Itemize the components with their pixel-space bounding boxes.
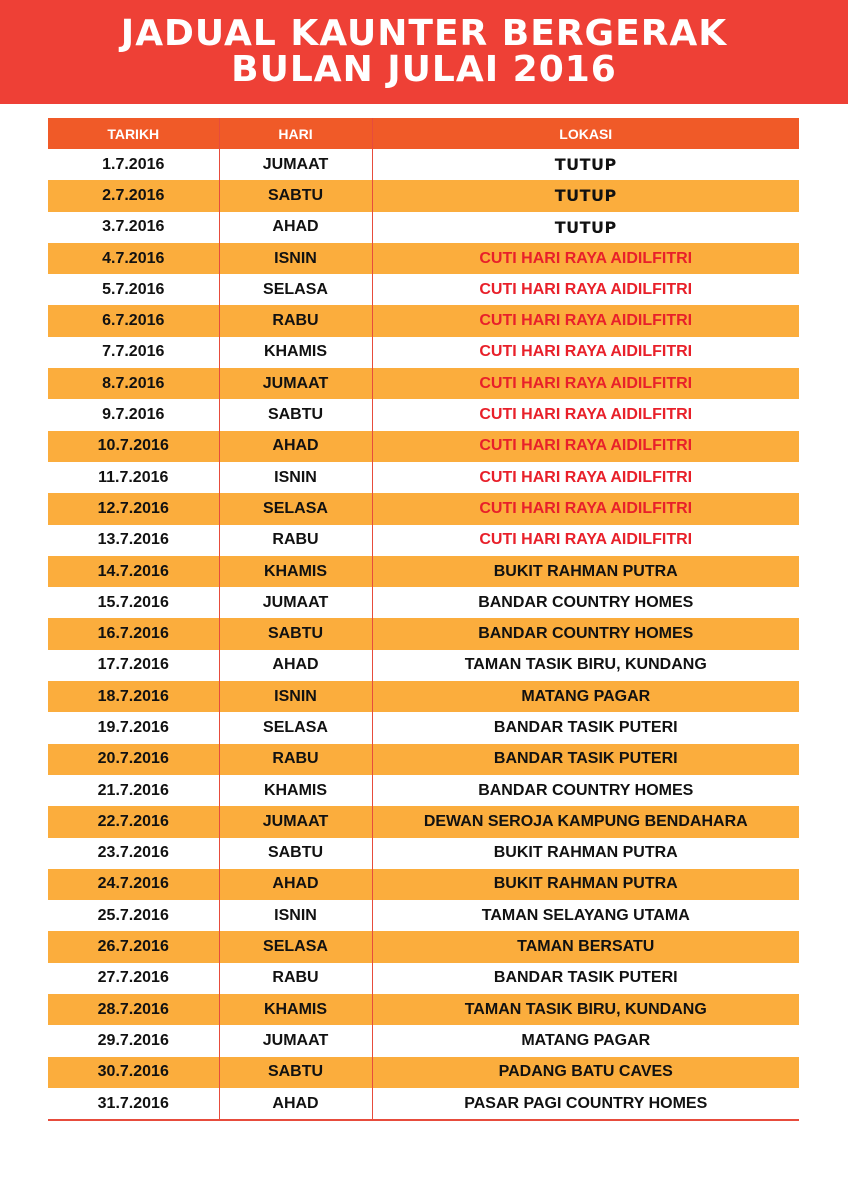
cell-tarikh: 19.7.2016 <box>48 712 219 743</box>
table-row <box>48 900 799 931</box>
cell-lokasi: BANDAR TASIK PUTERI <box>372 963 799 994</box>
cell-tarikh: 26.7.2016 <box>48 931 219 962</box>
table-row <box>48 587 799 618</box>
column-header-hari: HARI <box>219 118 372 149</box>
table-row <box>48 806 799 837</box>
cell-hari: ISNIN <box>219 681 372 712</box>
cell-tarikh: 5.7.2016 <box>48 274 219 305</box>
cell-hari: AHAD <box>219 1088 372 1119</box>
cell-lokasi: BANDAR TASIK PUTERI <box>372 712 799 743</box>
page-title-line-1: JADUAL KAUNTER BERGERAK <box>120 13 728 54</box>
cell-hari: JUMAAT <box>219 368 372 399</box>
cell-lokasi: BANDAR COUNTRY HOMES <box>372 775 799 806</box>
cell-hari: SABTU <box>219 1057 372 1088</box>
cell-hari: AHAD <box>219 869 372 900</box>
cell-hari: SELASA <box>219 274 372 305</box>
cell-tarikh: 8.7.2016 <box>48 368 219 399</box>
cell-tarikh: 25.7.2016 <box>48 900 219 931</box>
table-row <box>48 931 799 962</box>
cell-lokasi: CUTI HARI RAYA AIDILFITRI <box>372 431 799 462</box>
cell-hari: KHAMIS <box>219 556 372 587</box>
cell-lokasi: TAMAN BERSATU <box>372 931 799 962</box>
cell-tarikh: 10.7.2016 <box>48 431 219 462</box>
table-row <box>48 744 799 775</box>
cell-lokasi: TUTUP <box>372 149 799 180</box>
cell-hari: KHAMIS <box>219 994 372 1025</box>
cell-hari: JUMAAT <box>219 149 372 180</box>
table-row <box>48 180 799 211</box>
cell-hari: SABTU <box>219 399 372 430</box>
cell-hari: RABU <box>219 963 372 994</box>
cell-lokasi: CUTI HARI RAYA AIDILFITRI <box>372 368 799 399</box>
cell-lokasi: DEWAN SEROJA KAMPUNG BENDAHARA <box>372 806 799 837</box>
cell-hari: RABU <box>219 305 372 336</box>
table-row <box>48 838 799 869</box>
cell-lokasi: TAMAN TASIK BIRU, KUNDANG <box>372 994 799 1025</box>
column-header-tarikh: TARIKH <box>48 118 219 149</box>
cell-lokasi: BANDAR COUNTRY HOMES <box>372 618 799 649</box>
page-header <box>0 0 848 104</box>
cell-tarikh: 22.7.2016 <box>48 806 219 837</box>
cell-hari: SABTU <box>219 618 372 649</box>
cell-lokasi: TUTUP <box>372 180 799 211</box>
table-row <box>48 337 799 368</box>
cell-lokasi: CUTI HARI RAYA AIDILFITRI <box>372 243 799 274</box>
page-title-line-2: BULAN JULAI 2016 <box>231 49 617 90</box>
table-bottom-rule <box>48 1119 799 1121</box>
table-row <box>48 963 799 994</box>
cell-hari: SELASA <box>219 712 372 743</box>
table-row <box>48 712 799 743</box>
table-row <box>48 556 799 587</box>
cell-tarikh: 27.7.2016 <box>48 963 219 994</box>
cell-lokasi: CUTI HARI RAYA AIDILFITRI <box>372 462 799 493</box>
cell-tarikh: 31.7.2016 <box>48 1088 219 1119</box>
table-row <box>48 525 799 556</box>
cell-hari: ISNIN <box>219 900 372 931</box>
table-row <box>48 399 799 430</box>
table-row <box>48 1025 799 1056</box>
table-row <box>48 1057 799 1088</box>
schedule-table <box>48 118 799 1119</box>
cell-hari: ISNIN <box>219 462 372 493</box>
cell-lokasi: PADANG BATU CAVES <box>372 1057 799 1088</box>
table-row <box>48 368 799 399</box>
table-body <box>48 149 799 1119</box>
cell-tarikh: 16.7.2016 <box>48 618 219 649</box>
table-row <box>48 462 799 493</box>
cell-hari: AHAD <box>219 431 372 462</box>
cell-lokasi: MATANG PAGAR <box>372 1025 799 1056</box>
cell-hari: KHAMIS <box>219 337 372 368</box>
cell-tarikh: 12.7.2016 <box>48 493 219 524</box>
table-row <box>48 493 799 524</box>
table-row <box>48 1088 799 1119</box>
cell-hari: RABU <box>219 744 372 775</box>
table-row <box>48 149 799 180</box>
cell-lokasi: BUKIT RAHMAN PUTRA <box>372 838 799 869</box>
cell-tarikh: 14.7.2016 <box>48 556 219 587</box>
table-row <box>48 243 799 274</box>
cell-hari: ISNIN <box>219 243 372 274</box>
cell-lokasi: BANDAR COUNTRY HOMES <box>372 587 799 618</box>
column-header-lokasi: LOKASI <box>372 118 799 149</box>
cell-tarikh: 15.7.2016 <box>48 587 219 618</box>
table-row <box>48 681 799 712</box>
cell-tarikh: 28.7.2016 <box>48 994 219 1025</box>
cell-hari: SABTU <box>219 180 372 211</box>
cell-lokasi: CUTI HARI RAYA AIDILFITRI <box>372 525 799 556</box>
cell-tarikh: 20.7.2016 <box>48 744 219 775</box>
cell-hari: RABU <box>219 525 372 556</box>
table-row <box>48 305 799 336</box>
table-header <box>48 118 799 149</box>
cell-hari: JUMAAT <box>219 587 372 618</box>
cell-tarikh: 13.7.2016 <box>48 525 219 556</box>
table-row <box>48 274 799 305</box>
table-row <box>48 994 799 1025</box>
table-header-row <box>48 118 799 149</box>
table-row <box>48 775 799 806</box>
cell-tarikh: 11.7.2016 <box>48 462 219 493</box>
cell-tarikh: 29.7.2016 <box>48 1025 219 1056</box>
cell-lokasi: PASAR PAGI COUNTRY HOMES <box>372 1088 799 1119</box>
cell-hari: JUMAAT <box>219 806 372 837</box>
cell-tarikh: 23.7.2016 <box>48 838 219 869</box>
cell-lokasi: CUTI HARI RAYA AIDILFITRI <box>372 337 799 368</box>
cell-lokasi: TUTUP <box>372 212 799 243</box>
cell-hari: JUMAAT <box>219 1025 372 1056</box>
cell-tarikh: 4.7.2016 <box>48 243 219 274</box>
table-row <box>48 431 799 462</box>
cell-tarikh: 7.7.2016 <box>48 337 219 368</box>
cell-tarikh: 2.7.2016 <box>48 180 219 211</box>
cell-tarikh: 17.7.2016 <box>48 650 219 681</box>
cell-lokasi: CUTI HARI RAYA AIDILFITRI <box>372 274 799 305</box>
cell-lokasi: CUTI HARI RAYA AIDILFITRI <box>372 493 799 524</box>
cell-lokasi: TAMAN TASIK BIRU, KUNDANG <box>372 650 799 681</box>
cell-lokasi: MATANG PAGAR <box>372 681 799 712</box>
cell-lokasi: BANDAR TASIK PUTERI <box>372 744 799 775</box>
cell-tarikh: 1.7.2016 <box>48 149 219 180</box>
cell-hari: KHAMIS <box>219 775 372 806</box>
cell-tarikh: 30.7.2016 <box>48 1057 219 1088</box>
schedule-table-container <box>48 118 799 1121</box>
cell-lokasi: BUKIT RAHMAN PUTRA <box>372 556 799 587</box>
cell-lokasi: CUTI HARI RAYA AIDILFITRI <box>372 399 799 430</box>
cell-hari: AHAD <box>219 650 372 681</box>
cell-lokasi: BUKIT RAHMAN PUTRA <box>372 869 799 900</box>
table-row <box>48 618 799 649</box>
cell-lokasi: TAMAN SELAYANG UTAMA <box>372 900 799 931</box>
cell-hari: SABTU <box>219 838 372 869</box>
table-row <box>48 869 799 900</box>
cell-tarikh: 6.7.2016 <box>48 305 219 336</box>
cell-tarikh: 9.7.2016 <box>48 399 219 430</box>
cell-lokasi: CUTI HARI RAYA AIDILFITRI <box>372 305 799 336</box>
table-row <box>48 212 799 243</box>
cell-hari: SELASA <box>219 931 372 962</box>
cell-tarikh: 21.7.2016 <box>48 775 219 806</box>
cell-tarikh: 18.7.2016 <box>48 681 219 712</box>
table-row <box>48 650 799 681</box>
cell-hari: SELASA <box>219 493 372 524</box>
cell-tarikh: 3.7.2016 <box>48 212 219 243</box>
cell-tarikh: 24.7.2016 <box>48 869 219 900</box>
cell-hari: AHAD <box>219 212 372 243</box>
